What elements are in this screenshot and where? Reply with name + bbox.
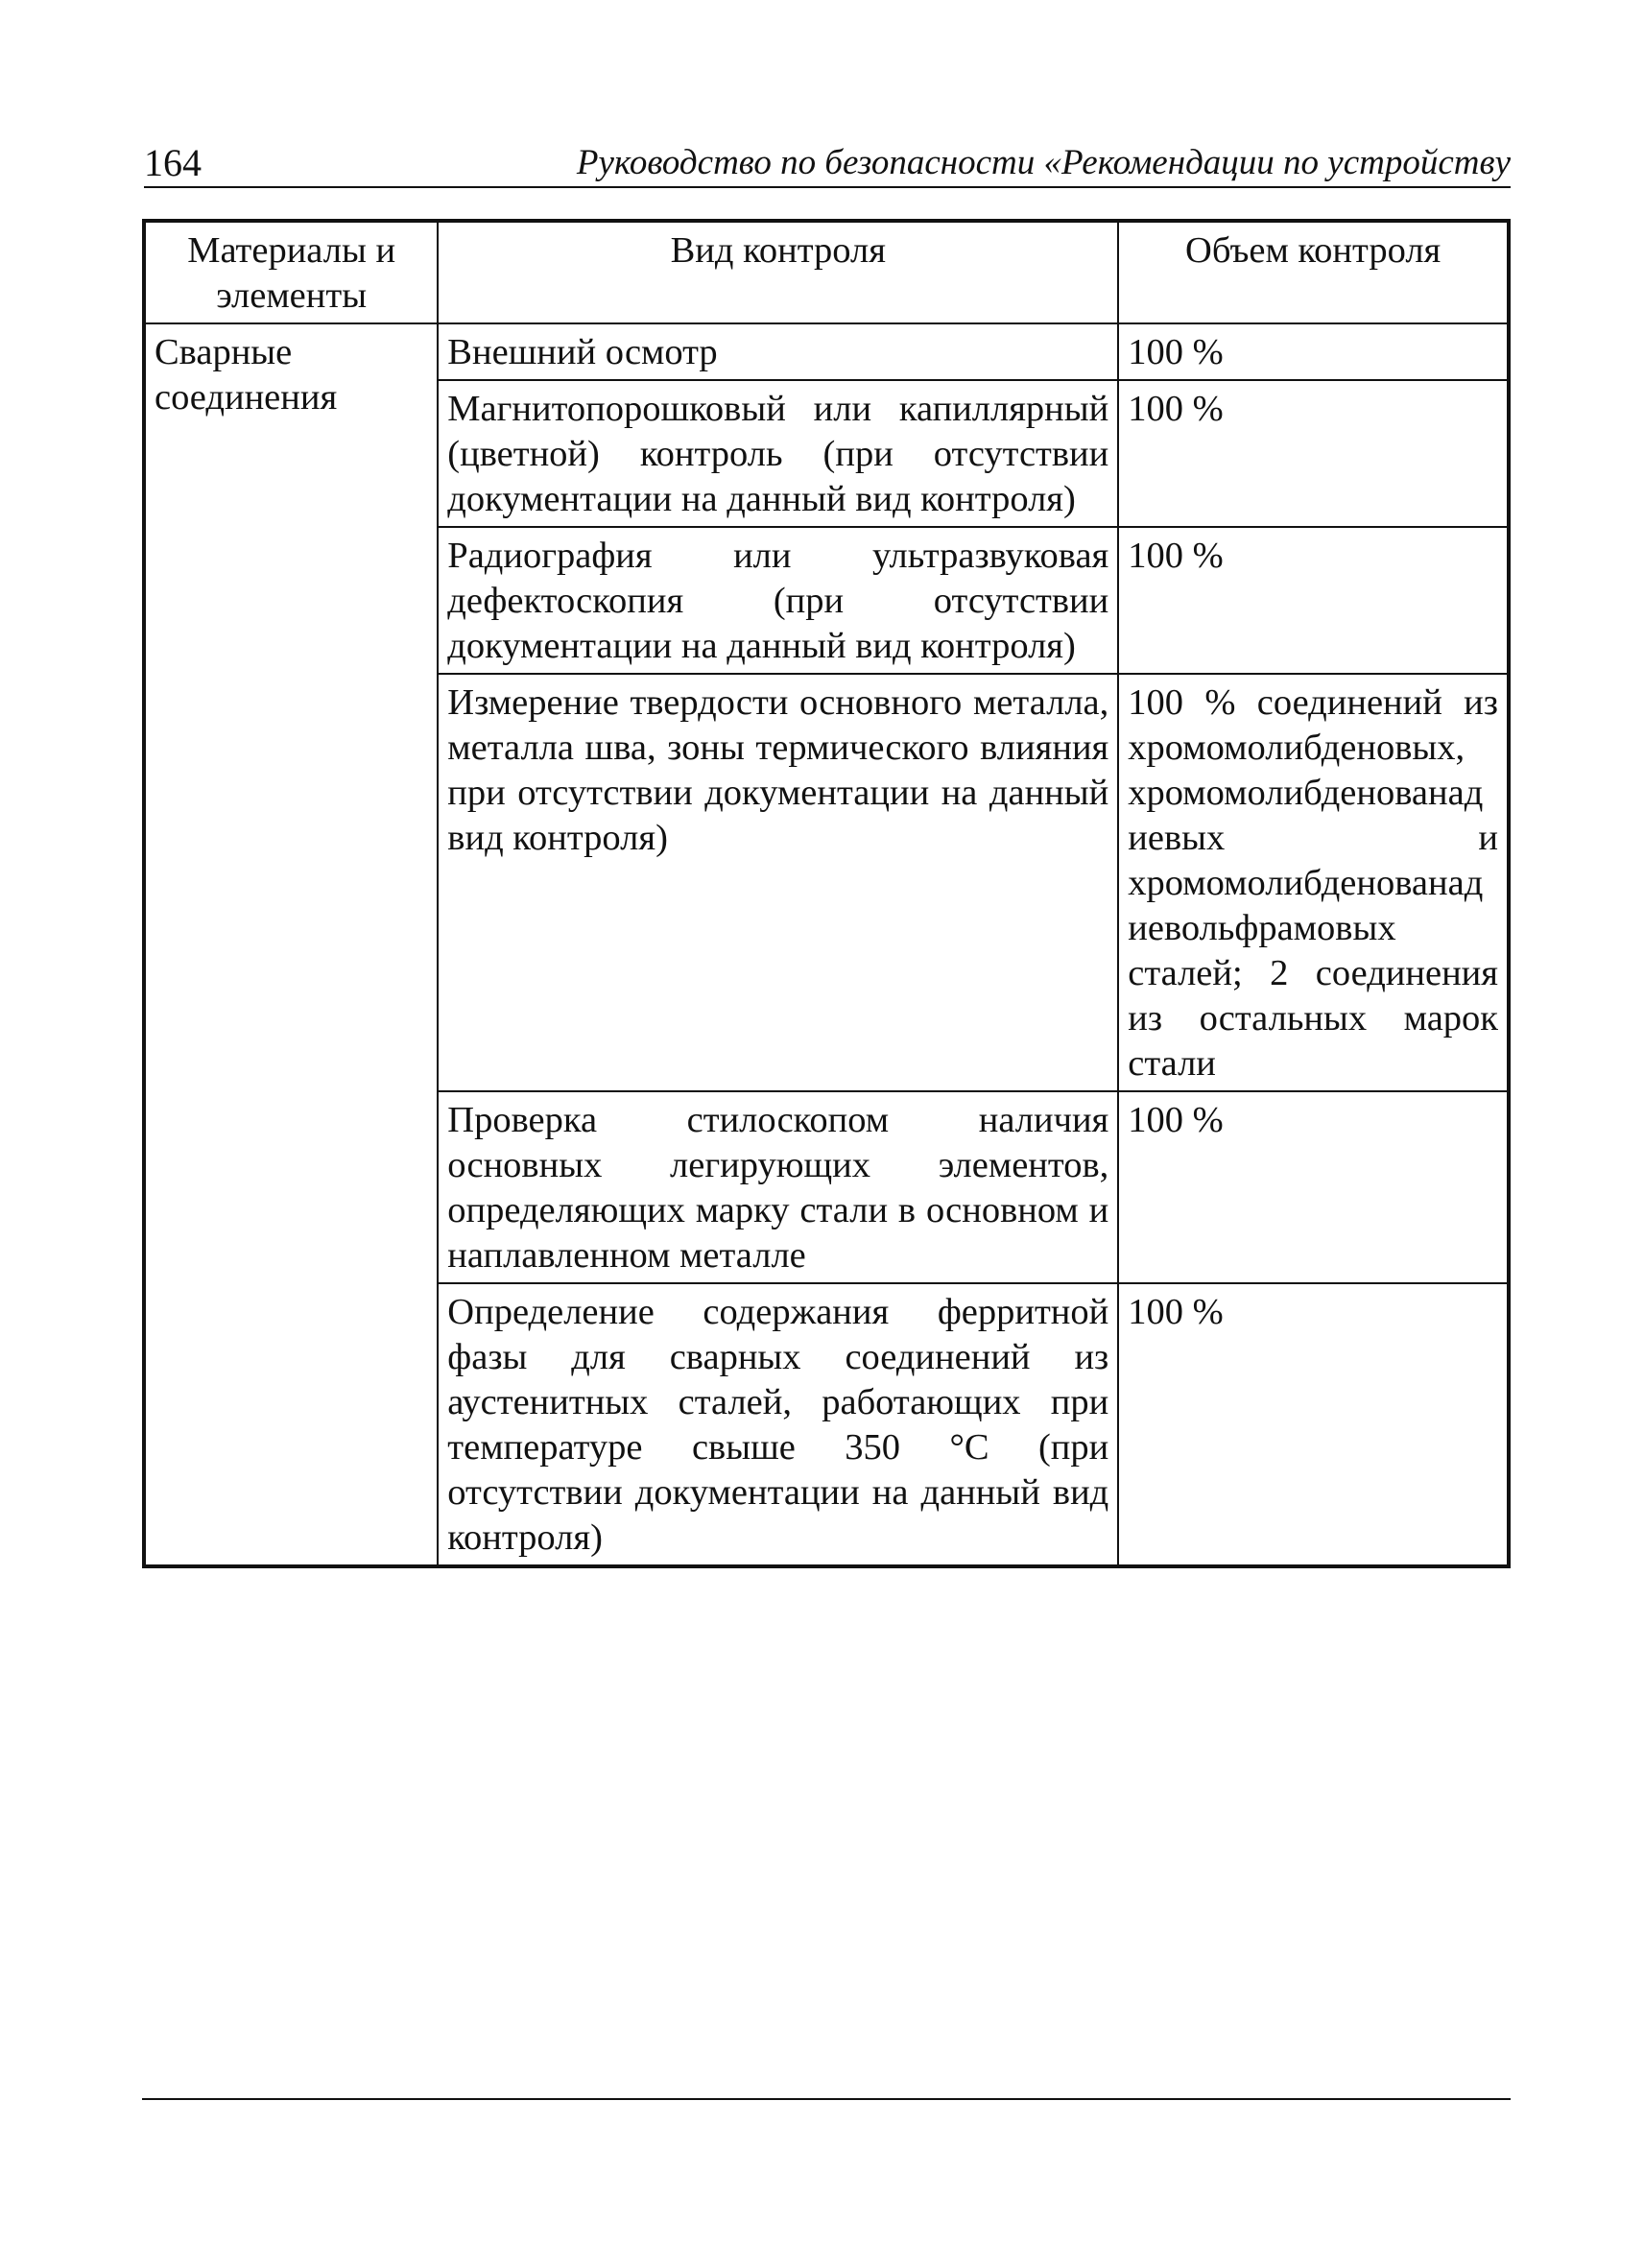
volume-cell: 100 %	[1118, 323, 1509, 380]
method-cell: Внешний осмотр	[438, 323, 1118, 380]
inspection-table	[142, 219, 1511, 1568]
volume-cell: 100 %	[1118, 527, 1509, 674]
method-cell: Радиография или ультразвуковая дефектоскопия (при отсутствии документации на данный вид контроля)	[438, 527, 1118, 674]
method-cell: Проверка стилоскопом наличия основных легирующих элементов, определяющих марку стали в основном и наплавленном металле	[438, 1091, 1118, 1283]
page-number: 164	[144, 141, 202, 184]
method-cell: Измерение твердости основного металла, металла шва, зоны термического влияния при отсутствии документации на данный вид контроля)	[438, 674, 1118, 1091]
volume-cell: 100 %	[1118, 1283, 1509, 1566]
page-header	[144, 140, 1511, 188]
material-cell: Сварные соединения	[144, 323, 438, 1566]
volume-cell: 100 % соединений из хромомолибденовых, хромомолибденованадиевых и хромомолибденованадиевольфрамовых сталей; 2 соединения из остальных марок стали	[1118, 674, 1509, 1091]
method-cell: Определение содержания ферритной фазы для сварных соединений из аустенитных сталей, работающих при температуре свыше 350 °С (при отсутствии документации на данный вид контроля)	[438, 1283, 1118, 1566]
volume-cell: 100 %	[1118, 1091, 1509, 1283]
method-cell: Магнитопорошковый или капиллярный (цветной) контроль (при отсутствии документации на данный вид контроля)	[438, 380, 1118, 527]
footer-rule	[142, 2098, 1511, 2100]
running-title: Руководство по безопасности «Рекомендации по устройству	[576, 143, 1511, 182]
header-control-type: Вид контроля	[438, 221, 1118, 323]
volume-cell: 100 %	[1118, 380, 1509, 527]
header-materials: Материалы и элементы	[144, 221, 438, 323]
table-header-row	[144, 221, 1509, 323]
header-control-volume: Объем контроля	[1118, 221, 1509, 323]
table-row	[144, 323, 1509, 380]
